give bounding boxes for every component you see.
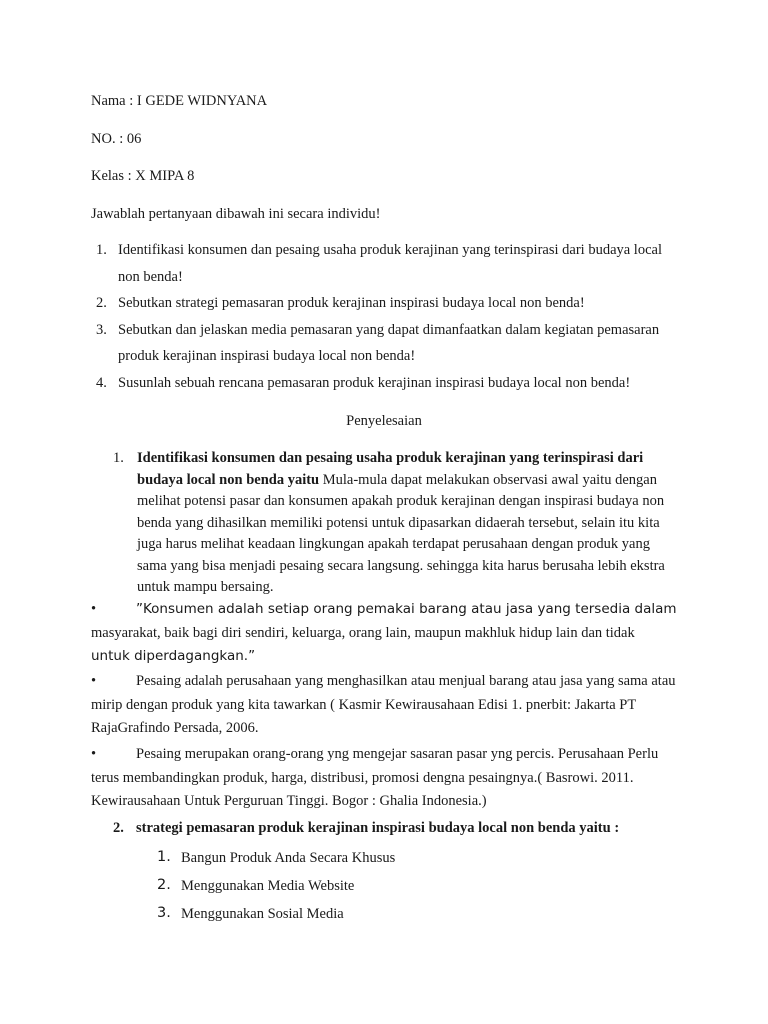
question-text: Susunlah sebuah rencana pemasaran produk kerajinan inspirasi budaya local non benda! — [118, 375, 631, 391]
bullet-text: Pesaing adalah perusahaan yang menghasilkan atau menjual barang atau jasa yang sama atau mirip dengan produk yang kita tawarkan ( Kasmir Kewirausahaan Edisi 1. pnerbit: Jakarta PT RajaGrafindo Persada, 2006. — [91, 673, 676, 736]
question-text-cont: non benda! — [118, 269, 183, 285]
instruction: Jawablah pertanyaan dibawah ini secara individu! — [91, 206, 381, 222]
bullet-definition-konsumen — [91, 598, 681, 669]
answer-number: 1. — [113, 450, 124, 466]
answer-text: Mula-mula dapat melakukan observasi awal yaitu dengan melihat potensi pasar dan konsumen apakah produk kerajinan dengan inspirasi budaya non benda yang dihasilkan memiliki potensi untuk dipasarkan didaerah tersebut, selain itu kita juga harus melihat keadaan lingkungan apakah terdapat perusahaan dengan produk yang sama yang bisa menjadi pesaing secara langsung. sehingga kita harus berusaha lebih ekstra untuk mampu bersaing. — [137, 471, 665, 595]
quote-text: ”Konsumen adalah setiap orang pemakai barang atau jasa yang tersedia dalam — [136, 601, 677, 617]
bullet-definition-pesaing-2 — [91, 743, 681, 814]
question-number: 3. — [96, 322, 107, 338]
strategy-text: Menggunakan Media Website — [181, 878, 355, 894]
question-number: 2. — [96, 295, 107, 311]
strategy-number: 3. — [157, 905, 171, 921]
bullet-mark: • — [91, 601, 97, 617]
question-text: Sebutkan dan jelaskan media pemasaran yang dapat dimanfaatkan dalam kegiatan pemasaran — [118, 322, 660, 338]
bullet-mark: • — [91, 673, 97, 689]
answer-heading: Identifikasi konsumen dan pesaing usaha produk kerajinan yang terinspirasi dari budaya local non benda yaitu — [137, 450, 644, 488]
question-text: Sebutkan strategi pemasaran produk kerajinan inspirasi budaya local non benda! — [118, 295, 585, 311]
bullet-definition-pesaing-1 — [91, 670, 681, 741]
strategy-number: 2. — [157, 877, 171, 893]
answer-1 — [113, 448, 673, 599]
student-number: NO. : 06 — [91, 131, 142, 147]
strategy-number: 1. — [157, 849, 171, 865]
quote-text-cont: masyarakat, baik bagi diri sendiri, keluarga, orang lain, maupun makhluk hidup lain dan tidak — [91, 624, 635, 641]
question-number: 4. — [96, 375, 107, 391]
strategy-text: Bangun Produk Anda Secara Khusus — [181, 850, 396, 866]
bullet-mark: • — [91, 746, 97, 762]
student-name: Nama : I GEDE WIDNYANA — [91, 93, 268, 109]
answer-2-number: 2. — [113, 820, 124, 836]
question-number: 1. — [96, 242, 107, 258]
answer-2-heading: strategi pemasaran produk kerajinan inspirasi budaya local non benda yaitu : — [136, 820, 620, 836]
question-text: Identifikasi konsumen dan pesaing usaha produk kerajinan yang terinspirasi dari budaya local — [118, 242, 662, 258]
strategy-text: Menggunakan Sosial Media — [181, 906, 344, 922]
quote-text-end: untuk diperdagangkan.” — [91, 648, 256, 664]
bullet-text: Pesaing merupakan orang-orang yng mengejar sasaran pasar yng percis. Perusahaan Perlu terus membandingkan produk, harga, distribusi, promosi dengna pesaingnya.( Basrowi. 2011. Kewirausahaan Untuk Perguruan Tinggi. Bogor : Ghalia Indonesia.) — [91, 746, 659, 809]
student-class: Kelas : X MIPA 8 — [91, 168, 195, 184]
section-title: Penyelesaian — [346, 413, 422, 429]
question-text-cont: produk kerajinan inspirasi budaya local non benda! — [118, 348, 416, 364]
